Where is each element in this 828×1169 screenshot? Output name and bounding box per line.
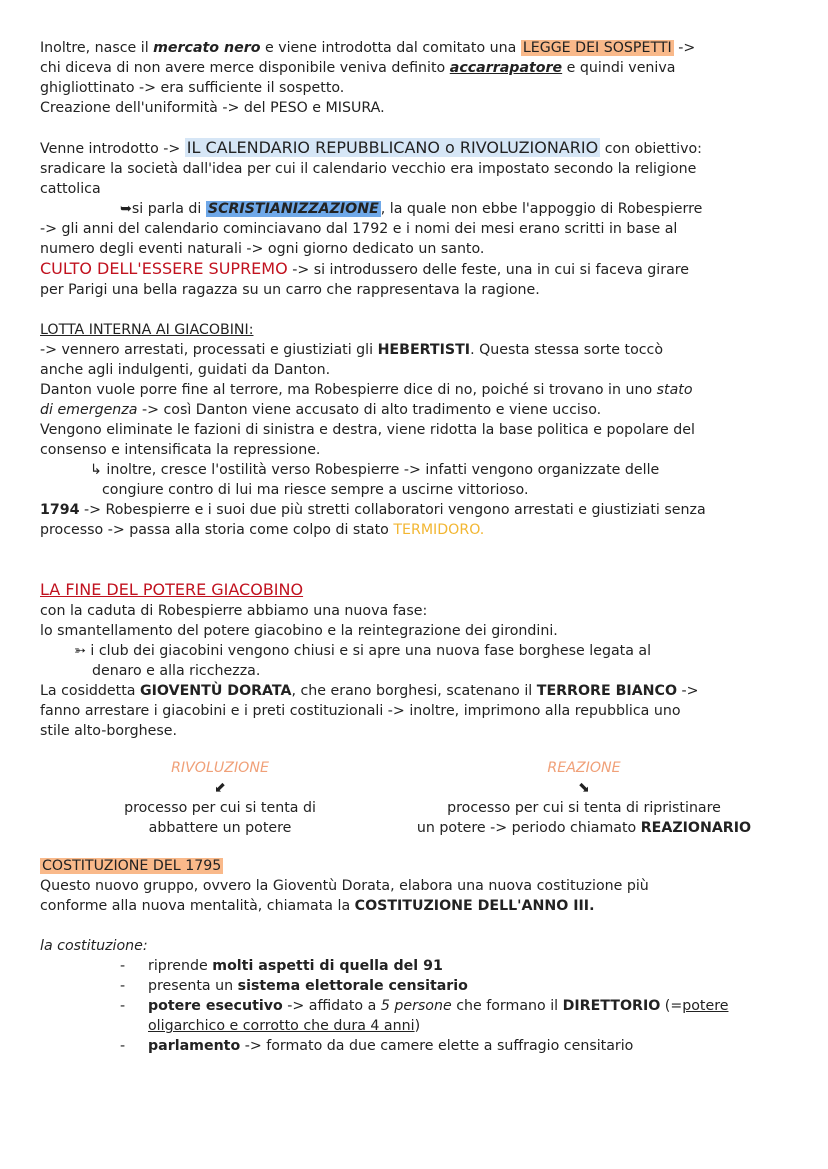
section-heading-fine-potere: LA FINE DEL POTERE GIACOBINO	[40, 580, 304, 599]
paragraph-calendario: Venne introdotto -> IL CALENDARIO REPUBBLICANO o RIVOLUZIONARIO con obiettivo: sradicare la società dall'idea per cui il calendario vecchio era impostato secondo la religione cattolica ➥si parla di SCRISTIANIZZAZIONE , la quale non ebbe l'appoggio di Robespierre -> gli anni del calendario cominciavano dal 1792 e i nomi dei mesi erano scritti in base al numero degli eventi naturali -> ogni giorno dedicato un santo. CULTO DELL'ESSERE SUPREMO -> si introdussero delle feste, una in cui si faceva girare per Parigi una bella ragazza su un carro che rappresentava la ragione.	[40, 138, 703, 298]
highlight-scristianizzazione: SCRISTIANIZZAZIONE	[207, 201, 379, 217]
list-item: - parlamento -> formato da due camere elette a suffragio censitario	[120, 1036, 780, 1056]
costituzione-list	[120, 956, 780, 1056]
list-item: - potere esecutivo -> affidato a 5 persone che formano il DIRETTORIO (=potere oligarchico e corrotto che dura 4 anni)	[120, 996, 780, 1036]
highlight-legge-sospetti: LEGGE DEI SOSPETTI	[522, 40, 672, 56]
paragraph-fine-potere: LA FINE DEL POTERE GIACOBINO con la caduta di Robespierre abbiamo una nuova fase: lo smantellamento del potere giacobino e la reintegrazione dei girondini. ➳ i club dei giacobini vengono chiusi e si apre una nuova fase borghese legata al denaro e alla ricchezza. La cosiddetta GIOVENTÙ DORATA, che erano borghesi, scatenano il TERRORE BIANCO -> fanno arrestare i giacobini e i preti costituzionali -> inoltre, imprimono alla repubblica uno stile alto-borghese.	[40, 580, 699, 739]
reazione-title: REAZIONE	[547, 760, 621, 776]
list-item: - riprende molti aspetti di quella del 91	[120, 956, 780, 976]
paragraph-legge-sospetti: Inoltre, nasce il mercato nero e viene introdotta dal comitato una LEGGE DEI SOSPETTI -> chi diceva di non avere merce disponibile veniva definito accarrapatore e quindi veniva ghigliottinato -> era sufficiente il sospetto. Creazione dell'uniformità -> del PESO e MISURA.	[40, 40, 696, 116]
paragraph-lotta-giacobini: LOTTA INTERNA AI GIACOBINI: -> vennero arrestati, processati e giustiziati gli HEBERTISTI. Questa stessa sorte toccò anche agli indulgenti, guidati da Danton. Danton vuole porre fine al terrore, ma Robespierre dice di no, poiché si trovano in uno stato di emergenza -> così Danton viene accusato di alto tradimento e viene ucciso. Vengono eliminate le fazioni di sinistra e destra, viene ridotta la base politica e popolare del consenso e intensificata la repressione. ↳ inoltre, cresce l'ostilità verso Robespierre -> infatti vengono organizzate delle congiure contro di lui ma riesce sempre a uscirne vittorioso. 1794 -> Robespierre e i suoi due più stretti collaboratori vengono arrestati e giustiziati senza processo -> passa alla storia come colpo di stato TERMIDORO.	[40, 322, 706, 538]
reazione-column: REAZIONE ⬊ processo per cui si tenta di ripristinare un potere -> periodo chiamato REAZIONARIO	[398, 758, 770, 838]
rivoluzione-column: RIVOLUZIONE ⬋ processo per cui si tenta di abbattere un potere	[100, 758, 340, 838]
culto-essere-supremo: CULTO DELL'ESSERE SUPREMO	[40, 259, 288, 278]
paragraph-costituzione: COSTITUZIONE DEL 1795 Questo nuovo gruppo, ovvero la Gioventù Dorata, elabora una nuova costituzione più conforme alla nuova mentalità, chiamata la COSTITUZIONE DELL'ANNO III. la costituzione:	[40, 858, 649, 954]
arrow-down-right-icon: ⬊	[578, 780, 590, 796]
termidoro-label: TERMIDORO.	[393, 522, 485, 538]
list-item: - presenta un sistema elettorale censitario	[120, 976, 780, 996]
arrow-down-left-icon: ⬋	[214, 780, 226, 796]
section-heading-costituzione: COSTITUZIONE DEL 1795	[42, 858, 222, 874]
section-heading-lotta: LOTTA INTERNA AI GIACOBINI:	[40, 322, 254, 338]
highlight-calendario: IL CALENDARIO REPUBBLICANO o RIVOLUZIONARIO	[186, 138, 599, 157]
rivoluzione-title: RIVOLUZIONE	[171, 760, 269, 776]
